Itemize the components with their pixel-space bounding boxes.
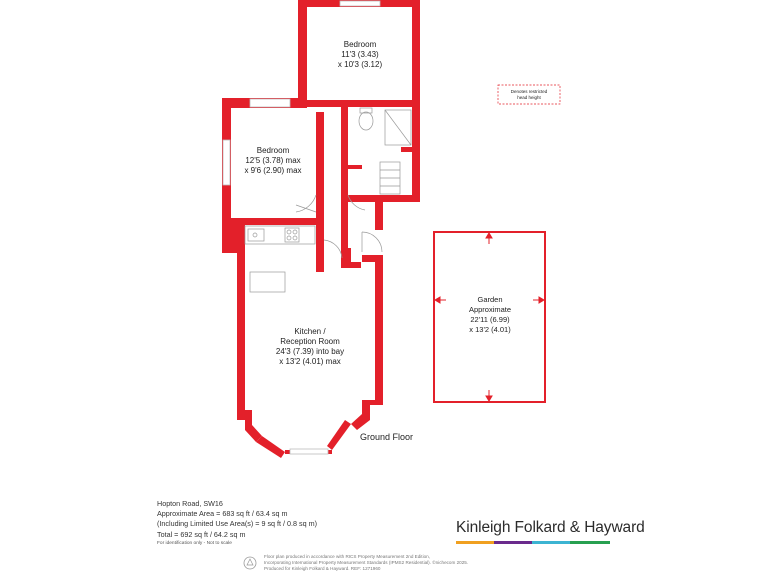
bedroom1-dim1: 11'3 (3.43) xyxy=(341,50,379,59)
property-area: Approximate Area = 683 sq ft / 63.4 sq m xyxy=(157,509,288,519)
floor-label: Ground Floor xyxy=(360,432,414,442)
brand-stripe-green xyxy=(570,541,610,544)
bedroom2-name: Bedroom xyxy=(256,146,290,155)
kitchen-line1: Kitchen / xyxy=(294,327,326,336)
disclaimer-line3: Produced for Kinleigh Folkard & Hayward. REF: 1271960 xyxy=(264,566,381,572)
property-total: Total = 692 sq ft / 64.2 sq m xyxy=(157,529,246,539)
kitchen-dim2: x 13'2 (4.01) max xyxy=(279,357,341,366)
brand-stripe-purple xyxy=(494,541,532,544)
bedroom2-dim2: x 9'6 (2.90) max xyxy=(244,166,302,175)
bedroom1-dim2: x 10'3 (3.12) xyxy=(337,60,383,69)
property-limited-area: (Including Limited Use Area(s) = 9 sq ft / 0.8 sq m) xyxy=(157,519,317,529)
disclaimer xyxy=(264,554,534,573)
property-info xyxy=(157,499,317,548)
garden-dim2: x 13'2 (4.01) xyxy=(469,325,511,334)
disclaimer-line2: Incorporating International Property Measurement Standards (IPMS2 Residential). ©nichecom 2025. xyxy=(264,560,469,566)
brand-stripe-orange xyxy=(456,541,494,544)
legend-restricted xyxy=(498,85,560,104)
bedroom2-dim1: 12'5 (3.78) max xyxy=(245,156,301,165)
brand-name: Kinleigh Folkard & Hayward xyxy=(456,519,645,536)
legend-line2: head height xyxy=(517,95,541,100)
energy-logo-icon xyxy=(243,556,257,570)
legend-line1: Denotes restricted xyxy=(510,89,548,94)
bedroom1-name: Bedroom xyxy=(343,40,377,49)
kitchen-line2: Reception Room xyxy=(280,337,340,346)
garden-approx: Approximate xyxy=(468,305,512,314)
garden xyxy=(434,232,545,402)
brand-stripe-blue xyxy=(532,541,570,544)
property-note: For identification only - Not to scale xyxy=(157,540,232,546)
garden-dim1: 22'11 (6.99) xyxy=(470,315,510,324)
property-address: Hopton Road, SW16 xyxy=(157,499,223,508)
disclaimer-line1: Floor plan produced in accordance with RICS Property Measurement 2nd Edition, xyxy=(264,554,430,559)
kitchen-dim1: 24'3 (7.39) into bay xyxy=(275,347,345,356)
garden-label: Garden xyxy=(477,295,503,304)
